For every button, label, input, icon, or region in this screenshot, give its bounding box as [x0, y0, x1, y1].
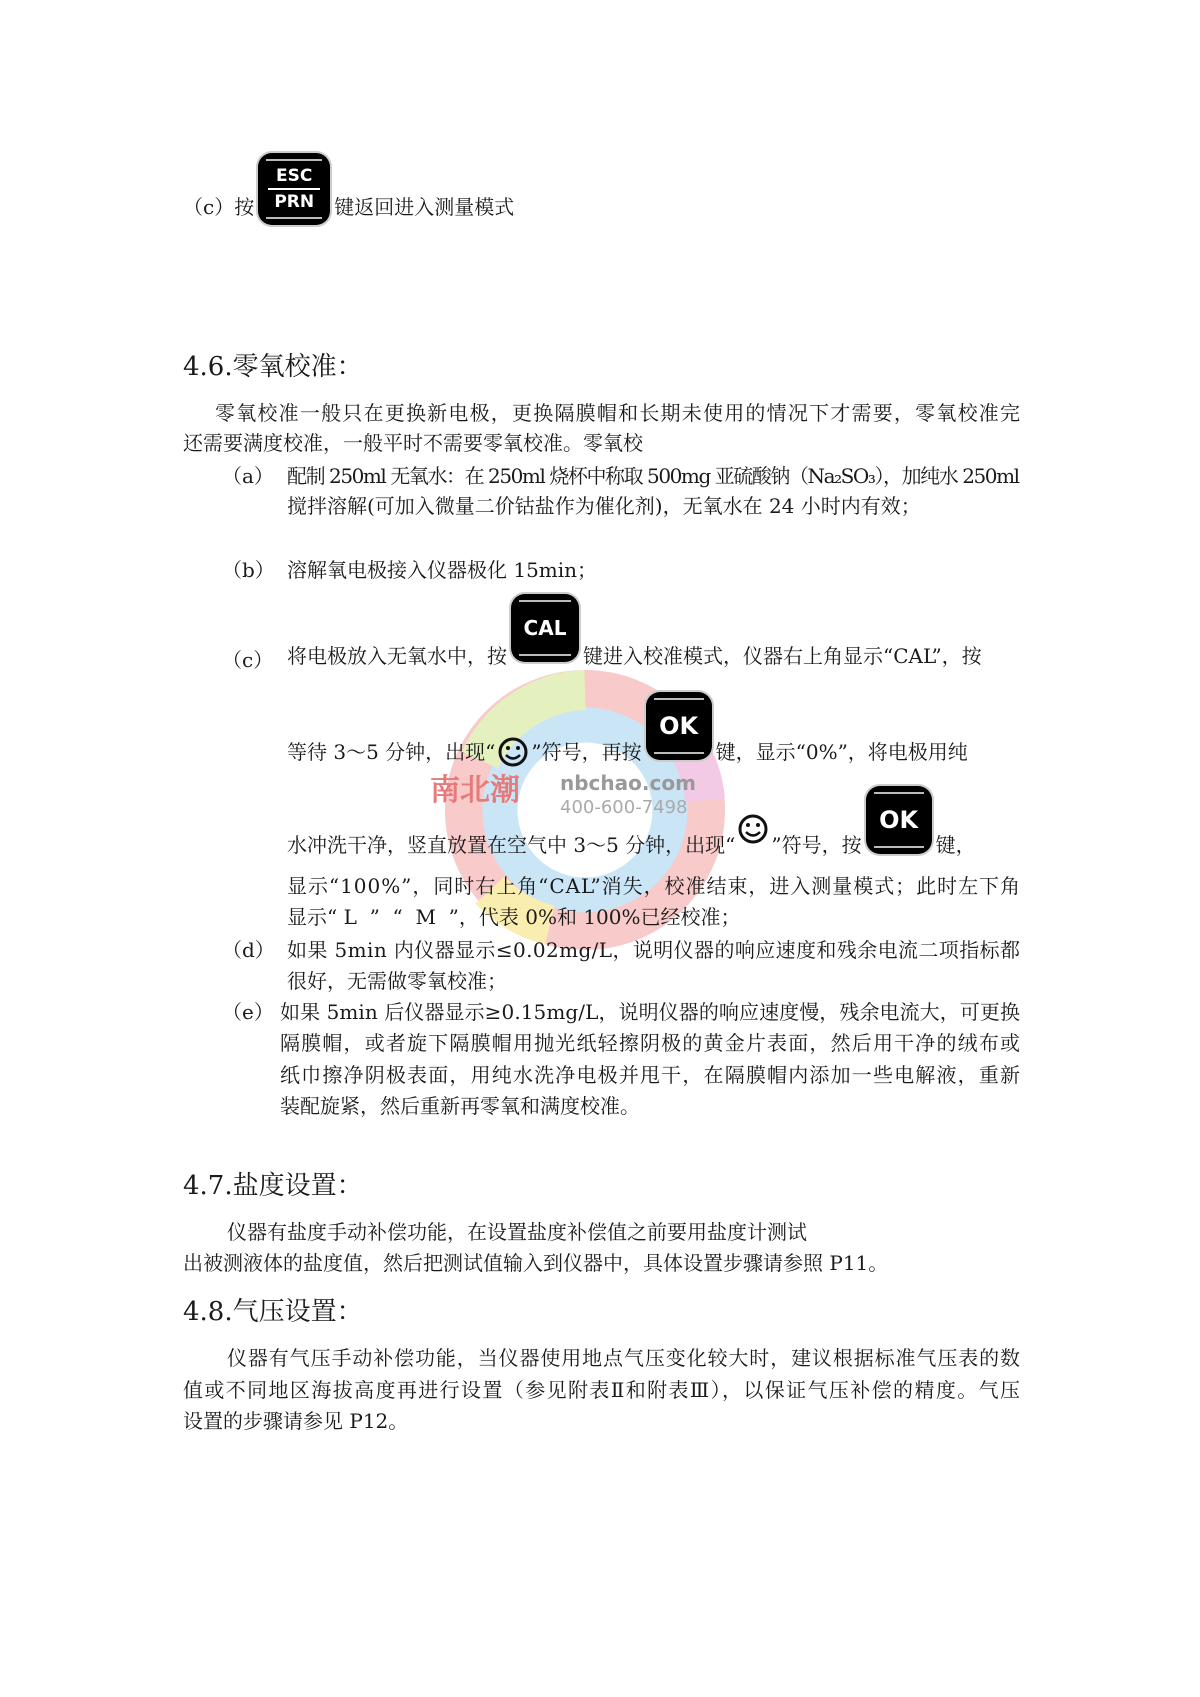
intro-line: 零氧校准一般只在更换新电极，更换隔膜帽和长期未使用的情况下才需要，零氧校准完: [215, 401, 1022, 425]
item-c-text: 等待 3～5 分钟，出现“: [287, 740, 496, 764]
cal-key-label: CAL: [523, 616, 567, 640]
item-e-line: 隔膜帽，或者旋下隔膜帽用抛光纸轻擦阴极的黄金片表面，然后用干净的绒布或: [280, 1031, 1022, 1055]
intro-line: 还需要满度校准，一般平时不需要零氧校准。零氧校: [183, 431, 643, 455]
item-a-line: 配制 250ml 无氧水：在 250ml 烧杯中称取 500mg 亚硫酸钠（Na₂SO₃），加纯水 250ml: [287, 464, 1019, 488]
ok-key-icon: [646, 692, 712, 760]
ok-key-label: OK: [659, 712, 699, 740]
esc-label: ESC: [276, 166, 313, 186]
ok-key-label: OK: [879, 806, 919, 834]
item-c-text: 键，显示“0%”，将电极用纯: [715, 740, 968, 764]
item-c-text: 显示“ L ” “ M ”，代表 0%和 100%已经校准；: [287, 905, 741, 929]
item-c-text: 水冲洗干净，竖直放置在空气中 3～5 分钟，出现“: [287, 833, 736, 857]
pressure-line: 仪器有气压手动补偿功能，当仪器使用地点气压变化较大时，建议根据标准气压表的数: [227, 1346, 1021, 1370]
item-c-text: 键进入校准模式，仪器右上角显示“CAL”，按: [583, 644, 982, 668]
item-e-line: 装配旋紧，然后重新再零氧和满度校准。: [280, 1094, 640, 1118]
smiley-icon: [497, 736, 529, 768]
pressure-line: 设置的步骤请参见 P12。: [183, 1409, 409, 1433]
item-d-line: 如果 5min 内仪器显示≤0.02mg/L，说明仪器的响应速度和残余电流二项指标都: [287, 938, 1021, 962]
item-c-text: 键，: [935, 833, 976, 857]
item-a-line: 搅拌溶解(可加入微量二价钴盐作为催化剂)，无氧水在 24 小时内有效；: [287, 494, 921, 518]
watermark-site: nbchao.com: [560, 771, 696, 795]
section-4-6-heading: 4.6.零氧校准：: [183, 352, 363, 382]
watermark-phone: 400-600-7498: [560, 797, 688, 818]
item-e-label: （e）: [222, 1000, 274, 1024]
salinity-line: 出被测液体的盐度值，然后把测试值输入到仪器中，具体设置步骤请参照 P11。: [183, 1251, 889, 1275]
item-b-label: （b）: [222, 558, 275, 582]
pressure-line: 值或不同地区海拔高度再进行设置（参见附表Ⅱ和附表Ⅲ），以保证气压补偿的精度。气压: [183, 1378, 1022, 1402]
cal-key-icon: [511, 594, 579, 662]
esc-prn-key-icon: [258, 153, 330, 225]
item-e-line: 如果 5min 后仪器显示≥0.15mg/L，说明仪器的响应速度慢，残余电流大，可更换: [280, 1000, 1021, 1024]
section-4-7-heading: 4.7.盐度设置：: [183, 1171, 363, 1201]
prn-label: PRN: [274, 192, 315, 212]
item-c-text: ”符号，再按: [531, 740, 642, 764]
step-c-label: （c）按: [183, 195, 255, 219]
step-c-text: 键返回进入测量模式: [334, 195, 515, 219]
section-4-8-heading: 4.8.气压设置：: [183, 1297, 363, 1327]
item-e-line: 纸巾擦净阴极表面，用纯水洗净电极并甩干，在隔膜帽内添加一些电解液，重新: [280, 1063, 1022, 1087]
ok-key-icon: [866, 786, 932, 854]
item-a-label: （a）: [222, 464, 274, 488]
item-c-text: 将电极放入无氧水中，按: [287, 644, 507, 668]
item-c-text: ”符号，按: [771, 833, 862, 857]
item-b-line: 溶解氧电极接入仪器极化 15min；: [287, 558, 598, 582]
watermark-name: 南北潮: [430, 773, 520, 808]
item-c-label: （c）: [222, 648, 274, 672]
item-d-label: （d）: [222, 938, 275, 962]
item-d-line: 很好，无需做零氧校准；: [287, 969, 507, 993]
salinity-line: 仪器有盐度手动补偿功能，在设置盐度补偿值之前要用盐度计测试: [227, 1220, 807, 1244]
smiley-icon: [737, 813, 769, 845]
item-c-text: 显示“100%”，同时右上角“CAL”消失，校准结束，进入测量模式；此时左下角: [287, 874, 1021, 898]
